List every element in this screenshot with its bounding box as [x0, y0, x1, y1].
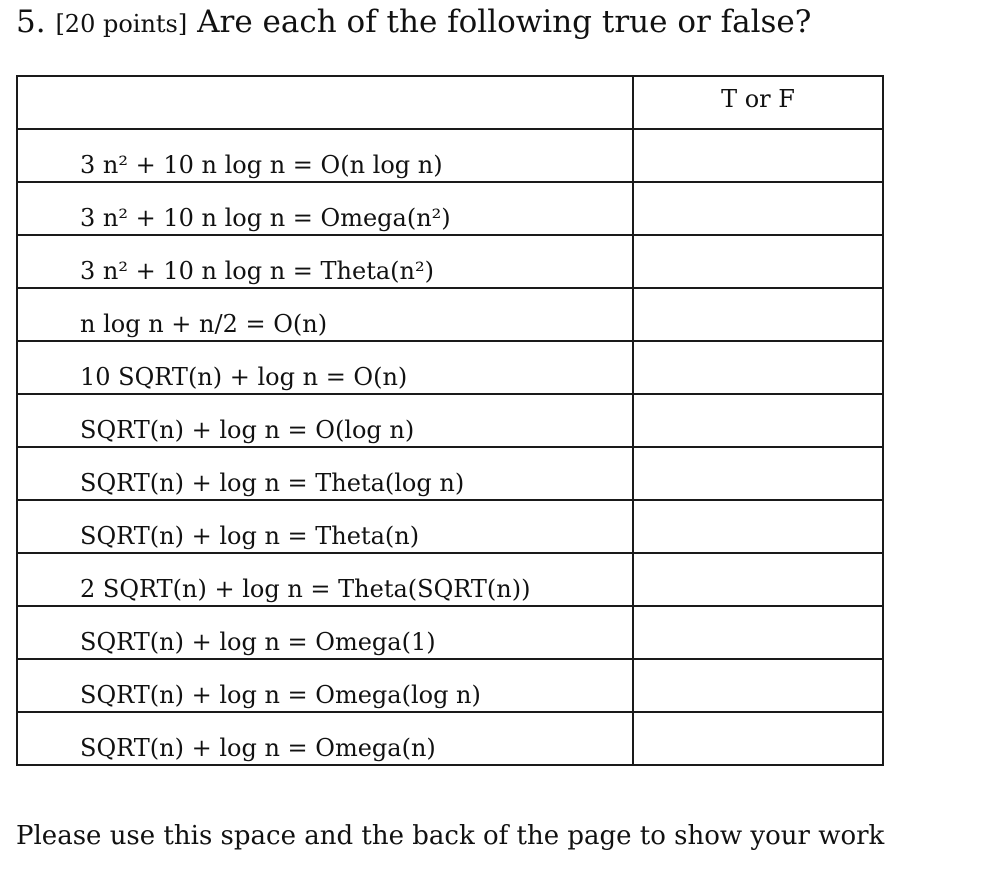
true-false-table [16, 75, 884, 766]
table-row [17, 341, 883, 394]
answer-cell[interactable] [633, 235, 883, 288]
table-row [17, 447, 883, 500]
table-row [17, 288, 883, 341]
statement-text: SQRT(n) + log n = Omega(log n) [80, 681, 481, 709]
answer-cell[interactable] [633, 500, 883, 553]
work-space-instruction: Please use this space and the back of the page to show your work [16, 821, 885, 851]
statement-text: SQRT(n) + log n = Theta(log n) [80, 469, 465, 497]
question-heading [16, 2, 811, 44]
table-row [17, 659, 883, 712]
statement-cell [17, 182, 633, 235]
statement-text: n log n + n/2 = O(n) [80, 310, 328, 338]
statement-text: 3 n² + 10 n log n = Omega(n²) [80, 204, 451, 232]
answer-cell[interactable] [633, 606, 883, 659]
statement-cell [17, 712, 633, 765]
statement-cell [17, 341, 633, 394]
answer-header-cell [633, 76, 883, 129]
table-row [17, 235, 883, 288]
table-row [17, 606, 883, 659]
table-row [17, 712, 883, 765]
answer-cell[interactable] [633, 341, 883, 394]
question-number: 5. [16, 4, 46, 40]
statement-cell [17, 500, 633, 553]
statement-text: 2 SQRT(n) + log n = Theta(SQRT(n)) [80, 575, 531, 603]
statement-cell [17, 659, 633, 712]
table-row [17, 553, 883, 606]
answer-cell[interactable] [633, 394, 883, 447]
answer-cell[interactable] [633, 553, 883, 606]
statement-cell [17, 288, 633, 341]
answer-cell[interactable] [633, 182, 883, 235]
question-points: [20 points] [55, 10, 188, 38]
table-row [17, 129, 883, 182]
answer-cell[interactable] [633, 659, 883, 712]
table-row [17, 500, 883, 553]
answer-cell[interactable] [633, 447, 883, 500]
statement-cell [17, 235, 633, 288]
statement-text: SQRT(n) + log n = Omega(1) [80, 628, 436, 656]
table-row [17, 182, 883, 235]
statement-cell [17, 553, 633, 606]
answer-cell[interactable] [633, 288, 883, 341]
statement-text: SQRT(n) + log n = O(log n) [80, 416, 415, 444]
table-header-row [17, 76, 883, 129]
answer-cell[interactable] [633, 129, 883, 182]
statement-text: 3 n² + 10 n log n = Theta(n²) [80, 257, 434, 285]
statement-cell [17, 606, 633, 659]
statement-cell [17, 447, 633, 500]
statement-cell [17, 394, 633, 447]
statement-text: 3 n² + 10 n log n = O(n log n) [80, 151, 443, 179]
statement-cell [17, 129, 633, 182]
statement-text: SQRT(n) + log n = Theta(n) [80, 522, 420, 550]
statement-header-cell [17, 76, 633, 129]
answer-column-header: T or F [721, 85, 795, 113]
answer-cell[interactable] [633, 712, 883, 765]
table-row [17, 394, 883, 447]
statement-text: SQRT(n) + log n = Omega(n) [80, 734, 436, 762]
question-prompt: Are each of the following true or false? [197, 4, 812, 40]
statement-text: 10 SQRT(n) + log n = O(n) [80, 363, 408, 391]
